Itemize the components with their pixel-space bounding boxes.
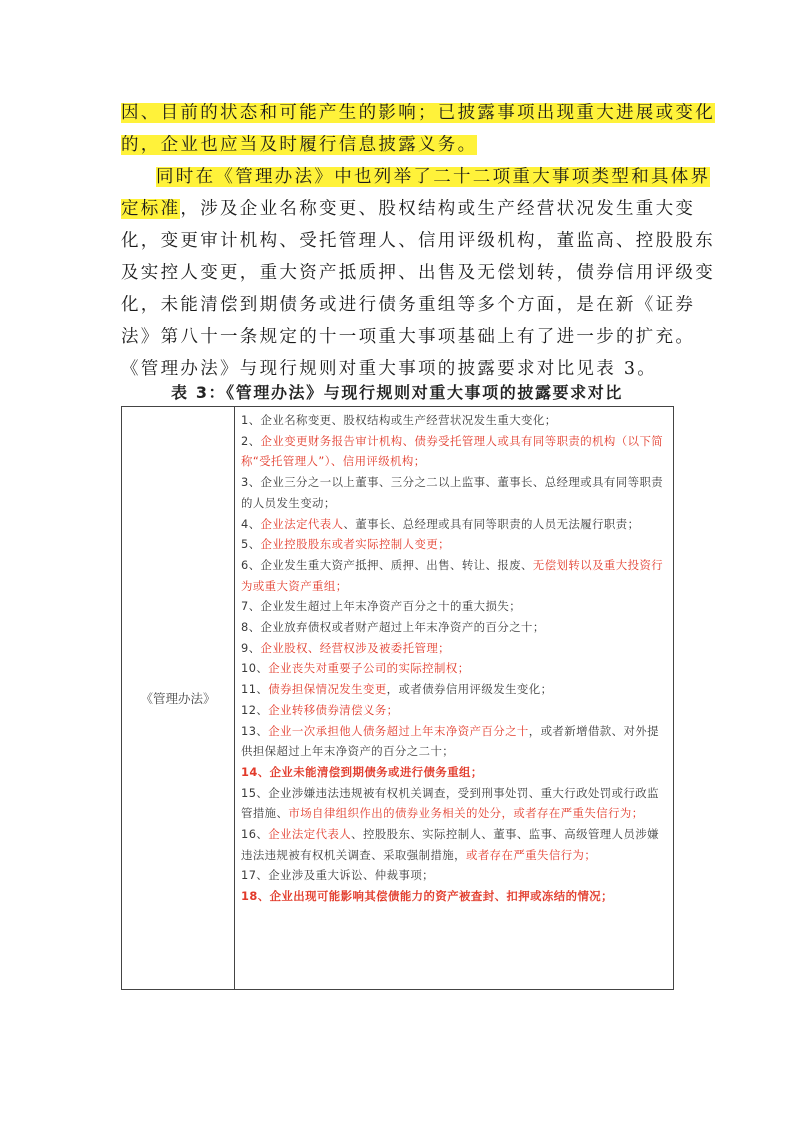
table-caption: 表 3：《管理办法》与现行规则对重大事项的披露要求对比: [171, 383, 623, 402]
paragraph-text: 《管理办法》与现行规则对重大事项的披露要求对比见表 3。: [121, 359, 658, 379]
paragraph-text: ，涉及企业名称变更、股权结构或生产经营状况发生重大变: [180, 199, 696, 219]
paragraph-text: 化，未能清偿到期债务或进行债务重组等多个方面，是在新《证券: [121, 295, 696, 315]
list-item: 17、企业涉及重大诉讼、仲裁事项；: [241, 868, 435, 883]
table-row: [122, 407, 674, 990]
paragraph-1: [121, 97, 715, 161]
list-item: 11、债券担保情况发生变更，或者债券信用评级发生变化；: [241, 682, 553, 697]
list-item: 7、企业发生超过上年末净资产百分之十的重大损失；: [241, 599, 522, 614]
list-item: 5、企业控股股东或者实际控制人变更；: [241, 537, 450, 552]
list-item: 2、企业变更财务报告审计机构、债券受托管理人或具有同等职责的机构（以下简称“受托管理人”）、信用评级机构；: [241, 433, 664, 469]
paragraph-text: 法》第八十一条规定的十一项重大事项基础上有了进一步的扩充。: [121, 327, 696, 347]
requirements-cell: [235, 407, 674, 990]
highlighted-text: 的，企业也应当及时履行信息披露义务。: [121, 135, 478, 155]
list-item: 15、企业涉嫌违法违规被有权机关调查，受到刑事处罚、重大行政处罚或行政监管措施、市场自律组织作出的债券业务相关的处分，或者存在严重失信行为；: [241, 785, 659, 821]
list-item: 3、企业三分之一以上董事、三分之二以上监事、董事长、总经理或具有同等职责的人员发生变动；: [241, 475, 664, 510]
list-item: 13、企业一次承担他人债务超过上年末净资产百分之十，或者新增借款、对外提供担保超过上年末净资产的百分之二十；: [241, 723, 659, 759]
highlighted-text: 因、目前的状态和可能产生的影响；已披露事项出现重大进展或变化: [121, 103, 715, 123]
paragraph-text: 及实控人变更，重大资产抵质押、出售及无偿划转，债券信用评级变: [121, 263, 715, 283]
highlighted-text: 同时在《管理办法》中也列举了二十二项重大事项类型和具体界: [156, 167, 711, 187]
list-item: 9、企业股权、经营权涉及被委托管理；: [241, 640, 450, 655]
list-item: 10、企业丧失对重要子公司的实际控制权；: [241, 661, 470, 676]
list-item: 16、企业法定代表人、控股股东、实际控制人、董事、监事、高级管理人员涉嫌违法违规被有权机关调查、采取强制措施，或者存在严重失信行为；: [241, 827, 659, 862]
list-item: 4、企业法定代表人、董事长、总经理或具有同等职责的人员无法履行职责；: [241, 516, 640, 531]
comparison-table: [121, 406, 674, 990]
list-item: 14、企业未能清偿到期债务或进行债务重组；: [241, 764, 483, 779]
list-item: 8、企业放弃债权或者财产超过上年末净资产的百分之十；: [241, 620, 545, 635]
paragraph-2: [121, 161, 715, 385]
list-item: 18、企业出现可能影响其偿债能力的资产被查封、扣押或冻结的情况；: [241, 889, 613, 904]
row-label: 《管理办法》: [140, 691, 216, 706]
list-item: 6、企业发生重大资产抵押、质押、出售、转让、报废、无偿划转以及重大投资行为或重大资产重组；: [241, 557, 664, 593]
row-label-cell: [122, 407, 235, 990]
list-item: 12、企业转移债券清偿义务；: [241, 702, 399, 717]
list-item: 1、企业名称变更、股权结构或生产经营状况发生重大变化；: [241, 413, 557, 427]
highlighted-text: 定标准: [121, 199, 181, 219]
paragraph-text: 化，变更审计机构、受托管理人、信用评级机构，董监高、控股股东: [121, 231, 715, 251]
